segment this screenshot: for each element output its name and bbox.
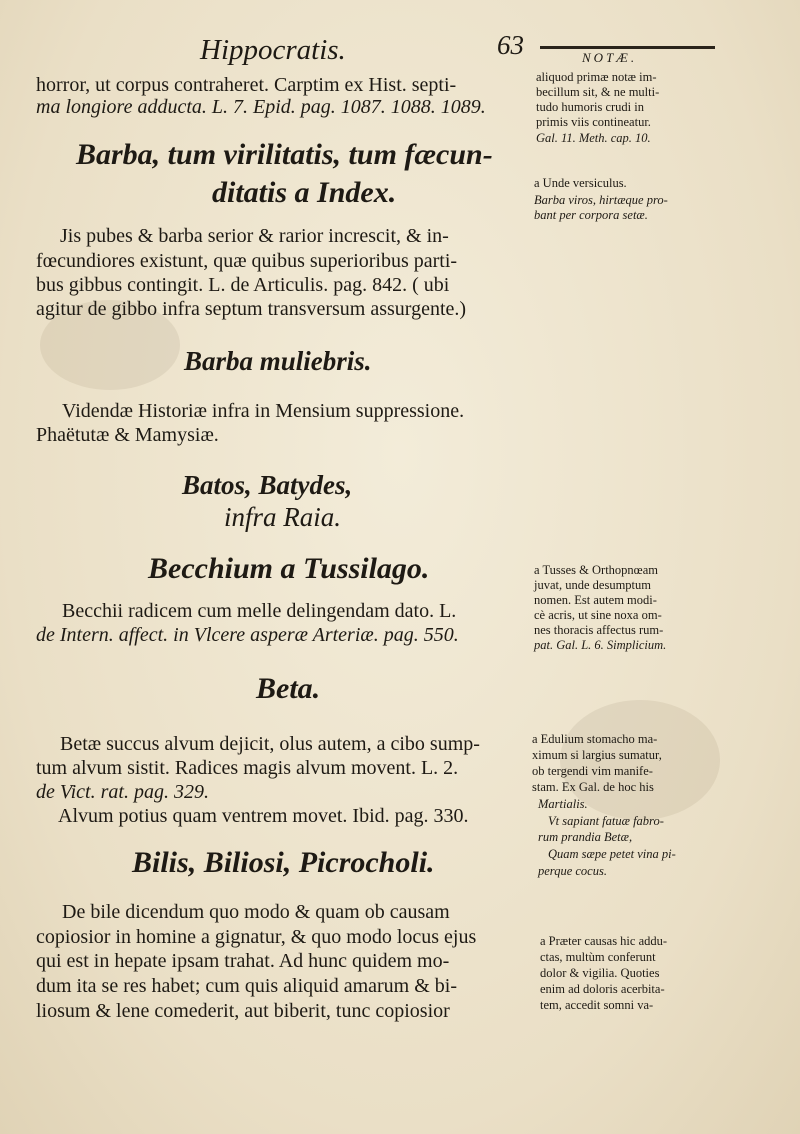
note-line: Vt sapiant fatuæ fabro- [548,814,664,828]
note-line: a Præter causas hic addu- [540,934,668,948]
note-line: Martialis. [538,797,588,811]
main-line: Videndæ Historiæ infra in Mensium suppressione. [62,400,465,422]
note-line: rum prandia Betæ, [538,830,633,844]
main-line: copiosior in homine a gignatur, & quo modo locus ejus [36,926,477,948]
heading-barba-2: ditatis a Index. [212,176,397,209]
note-line: becillum sit, & ne multi- [536,85,660,99]
main-line: De bile dicendum quo modo & quam ob causam [62,901,450,923]
main-line: Jis pubes & barba serior & rarior increscit, & in- [60,225,449,247]
note-line: pat. Gal. L. 6. Simplicium. [534,638,667,652]
note-line: nomen. Est autem modi- [534,593,657,607]
main-line: ma longiore adducta. L. 7. Epid. pag. 1087. 1088. 1089. [36,96,486,118]
main-line: fœcundiores existunt, quæ quibus superioribus parti- [36,250,458,272]
note-line: a Edulium stomacho ma- [532,732,658,746]
main-line: de Intern. affect. in Vlcere asperæ Arteriæ. pag. 550. [36,624,459,646]
note-line: perque cocus. [538,864,607,878]
main-line: agitur de gibbo infra septum transversum assurgente.) [36,298,467,320]
main-line: liosum & lene comederit, aut biberit, tunc copiosior [36,1000,450,1022]
main-line: Betæ succus alvum dejicit, olus autem, a cibo sump- [60,733,480,755]
note-line: tudo humoris crudi in [536,100,644,114]
main-line: qui est in hepate ipsam trahat. Ad hunc quidem mo- [36,950,450,972]
note-line: Gal. 11. Meth. cap. 10. [536,131,651,145]
main-line: tum alvum sistit. Radices magis alvum movent. L. 2. [36,757,459,779]
heading-batos-2: infra Raia. [224,502,342,532]
heading-beta: Beta. [256,672,321,705]
main-line: Phaëtutæ & Mamysiæ. [36,424,219,446]
note-line: ximum si largius sumatur, [532,748,662,762]
heading-barba-muliebris: Barba muliebris. [184,346,372,376]
note-line: dolor & vigilia. Quoties [540,966,660,980]
page-number: 63 [497,30,524,60]
note-line: bant per corpora setæ. [534,208,648,222]
note-line: cè acris, ut sine noxa om- [534,608,662,622]
note-line: juvat, unde desumptum [534,578,651,592]
main-line: Alvum potius quam ventrem movet. Ibid. pag. 330. [58,805,469,827]
heading-bilis: Bilis, Biliosi, Picrocholi. [132,846,435,879]
heading-batos: Batos, Batydes, [182,470,353,500]
note-line: enim ad doloris acerbita- [540,982,665,996]
main-line: bus gibbus contingit. L. de Articulis. pag. 842. ( ubi [36,274,450,296]
note-line: stam. Ex Gal. de hoc his [532,780,654,794]
notes-heading: NOTÆ. [582,50,638,65]
note-line: nes thoracis affectus rum- [534,623,664,637]
main-line: de Vict. rat. pag. 329. [36,781,209,803]
note-line: Barba viros, hirtæque pro- [534,193,668,207]
note-line: ctas, multùm conferunt [540,950,656,964]
main-line: dum ita se res habet; cum quis aliquid amarum & bi- [36,975,458,997]
note-line: tem, accedit somni va- [540,998,654,1012]
heading-barba: Barba, tum virilitatis, tum fæcun- [76,138,493,171]
heading-becchium: Becchium a Tussilago. [148,552,430,585]
note-line: a Unde versiculus. [534,176,627,190]
main-line: Becchii radicem cum melle delingendam dato. L. [62,600,457,622]
note-line: primis viis contineatur. [536,115,651,129]
running-title: Hippocratis. [200,34,346,66]
note-line: aliquod primæ notæ im- [536,70,657,84]
note-line: a Tusses & Orthopnœam [534,563,658,577]
note-line: ob tergendi vim manife- [532,764,653,778]
notes-rule [540,46,715,49]
main-line: horror, ut corpus contraheret. Carptim ex Hist. septi- [36,74,457,96]
note-line: Quam sæpe petet vina pi- [548,847,676,861]
